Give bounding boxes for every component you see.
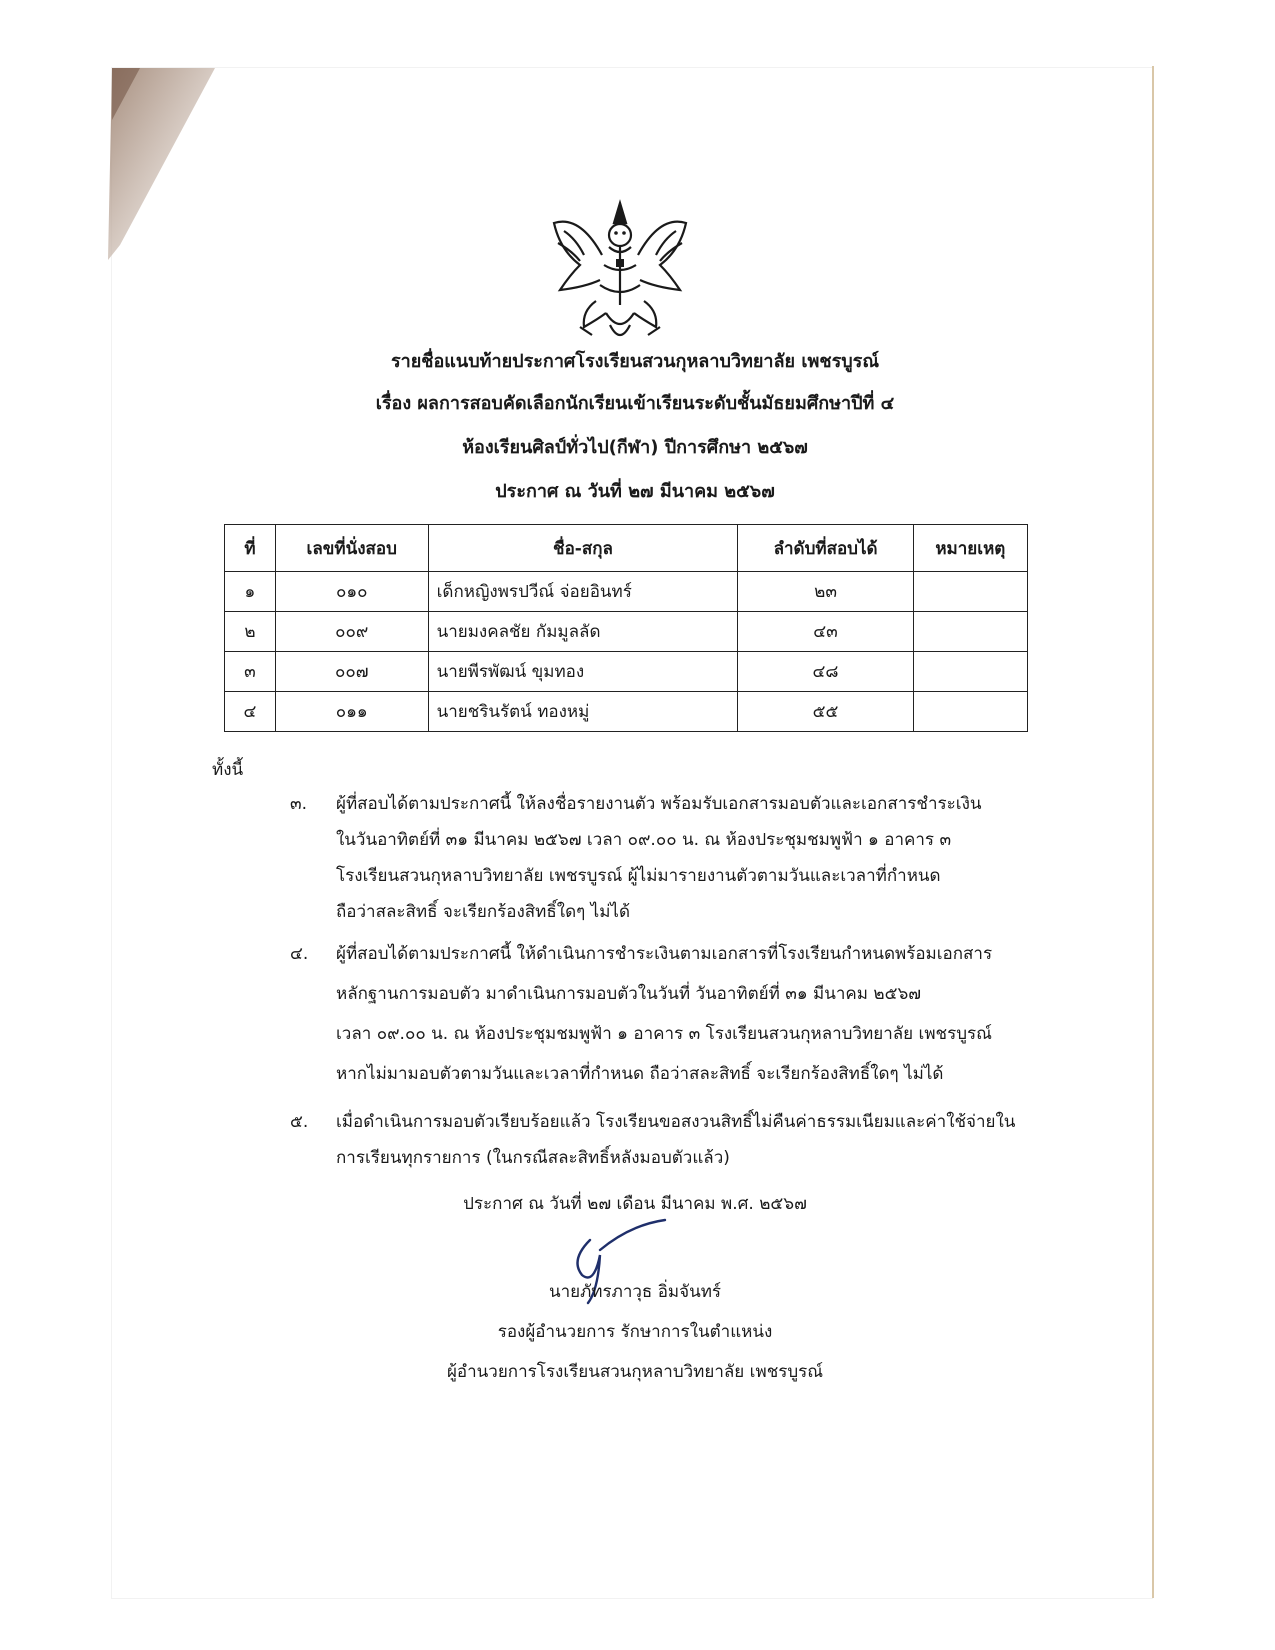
clause-line: โรงเรียนสวนกุหลาบวิทยาลัย เพชรบูรณ์ ผู้ไม่มารายงานตัวตามวันและเวลาที่กำหนด — [336, 866, 941, 886]
clause-line: ผู้ที่สอบได้ตามประกาศนี้ ให้ลงชื่อรายงานตัว พร้อมรับเอกสารมอบตัวและเอกสารชำระเงิน — [336, 794, 982, 814]
header-name: ชื่อ-สกุล — [428, 525, 738, 572]
cell-no: ๔ — [225, 692, 276, 732]
heading-line-1: รายชื่อแนบท้ายประกาศโรงเรียนสวนกุหลาบวิทยาลัย เพชรบูรณ์ — [390, 351, 880, 372]
cell-no: ๑ — [225, 572, 276, 612]
cell-note — [913, 572, 1027, 612]
cell-seat: ๐๐๗ — [275, 652, 428, 692]
cell-no: ๒ — [225, 612, 276, 652]
header-rank: ลำดับที่สอบได้ — [738, 525, 913, 572]
table-row — [225, 612, 1028, 652]
table-header-row — [225, 525, 1028, 572]
cell-note — [913, 612, 1027, 652]
clause-number: ๔. — [290, 944, 309, 964]
signer-name: นายภัทรภาวุธ อิ่มจันทร์ — [548, 1282, 722, 1302]
cell-note — [913, 652, 1027, 692]
header-no: ที่ — [225, 525, 276, 572]
signer-position-2: ผู้อำนวยการโรงเรียนสวนกุหลาบวิทยาลัย เพชรบูรณ์ — [446, 1362, 824, 1382]
clause-line: หลักฐานการมอบตัว มาดำเนินการมอบตัวในวันที่ วันอาทิตย์ที่ ๓๑ มีนาคม ๒๕๖๗ — [336, 984, 922, 1004]
clause-line: หากไม่มามอบตัวตามวันและเวลาที่กำหนด ถือว่าสละสิทธิ์ จะเรียกร้องสิทธิ์ใดๆ ไม่ได้ — [336, 1064, 944, 1084]
clause-line: ผู้ที่สอบได้ตามประกาศนี้ ให้ดำเนินการชำระเงินตามเอกสารที่โรงเรียนกำหนดพร้อมเอกสาร — [336, 944, 993, 964]
cell-name: นายพีรพัฒน์ ขุมทอง — [428, 652, 738, 692]
clause-line: ถือว่าสละสิทธิ์ จะเรียกร้องสิทธิ์ใดๆ ไม่ได้ — [336, 902, 630, 922]
cell-seat: ๐๐๙ — [275, 612, 428, 652]
clause-line: การเรียนทุกรายการ (ในกรณีสละสิทธิ์หลังมอบตัวแล้ว) — [336, 1148, 730, 1168]
results-table — [224, 524, 1028, 732]
clause-line: ในวันอาทิตย์ที่ ๓๑ มีนาคม ๒๕๖๗ เวลา ๐๙.๐๐ น. ณ ห้องประชุมชมพูฟ้า ๑ อาคาร ๓ — [336, 830, 952, 850]
table-row — [225, 652, 1028, 692]
clause-number: ๕. — [290, 1112, 309, 1132]
cell-rank: ๕๕ — [738, 692, 913, 732]
cell-name: เด็กหญิงพรปวีณ์ จ่อยอินทร์ — [428, 572, 738, 612]
garuda-emblem-icon — [540, 195, 700, 355]
closing-date: ประกาศ ณ วันที่ ๒๗ เดือน มีนาคม พ.ศ. ๒๕๖๗ — [463, 1194, 807, 1214]
cell-no: ๓ — [225, 652, 276, 692]
cell-seat: ๐๑๐ — [275, 572, 428, 612]
cell-rank: ๔๘ — [738, 652, 913, 692]
clause-line: เวลา ๐๙.๐๐ น. ณ ห้องประชุมชมพูฟ้า ๑ อาคาร ๓ โรงเรียนสวนกุหลาบวิทยาลัย เพชรบูรณ์ — [336, 1024, 992, 1044]
table-row — [225, 572, 1028, 612]
clause-line: เมื่อดำเนินการมอบตัวเรียบร้อยแล้ว โรงเรียนขอสงวนสิทธิ์ไม่คืนค่าธรรมเนียมและค่าใช้จ่ายใน — [336, 1112, 1016, 1132]
cell-rank: ๒๓ — [738, 572, 913, 612]
cell-note — [913, 692, 1027, 732]
cell-rank: ๔๓ — [738, 612, 913, 652]
signer-position-1: รองผู้อำนวยการ รักษาการในตำแหน่ง — [497, 1322, 773, 1342]
heading-line-4: ประกาศ ณ วันที่ ๒๗ มีนาคม ๒๕๖๗ — [495, 481, 775, 502]
intro-text: ทั้งนี้ — [212, 760, 244, 780]
cell-seat: ๐๑๑ — [275, 692, 428, 732]
cell-name: นายมงคลชัย กัมมูลลัด — [428, 612, 738, 652]
cell-name: นายชรินรัตน์ ทองหมู่ — [428, 692, 738, 732]
header-note: หมายเหตุ — [913, 525, 1027, 572]
heading-line-3: ห้องเรียนศิลป์ทั่วไป(กีฬา) ปีการศึกษา ๒๕๖๗ — [462, 437, 808, 458]
header-seat: เลขที่นั่งสอบ — [275, 525, 428, 572]
page-edge — [1152, 66, 1154, 1598]
table-row — [225, 692, 1028, 732]
clause-number: ๓. — [290, 794, 308, 814]
heading-line-2: เรื่อง ผลการสอบคัดเลือกนักเรียนเข้าเรียนระดับชั้นมัธยมศึกษาปีที่ ๔ — [375, 393, 895, 414]
